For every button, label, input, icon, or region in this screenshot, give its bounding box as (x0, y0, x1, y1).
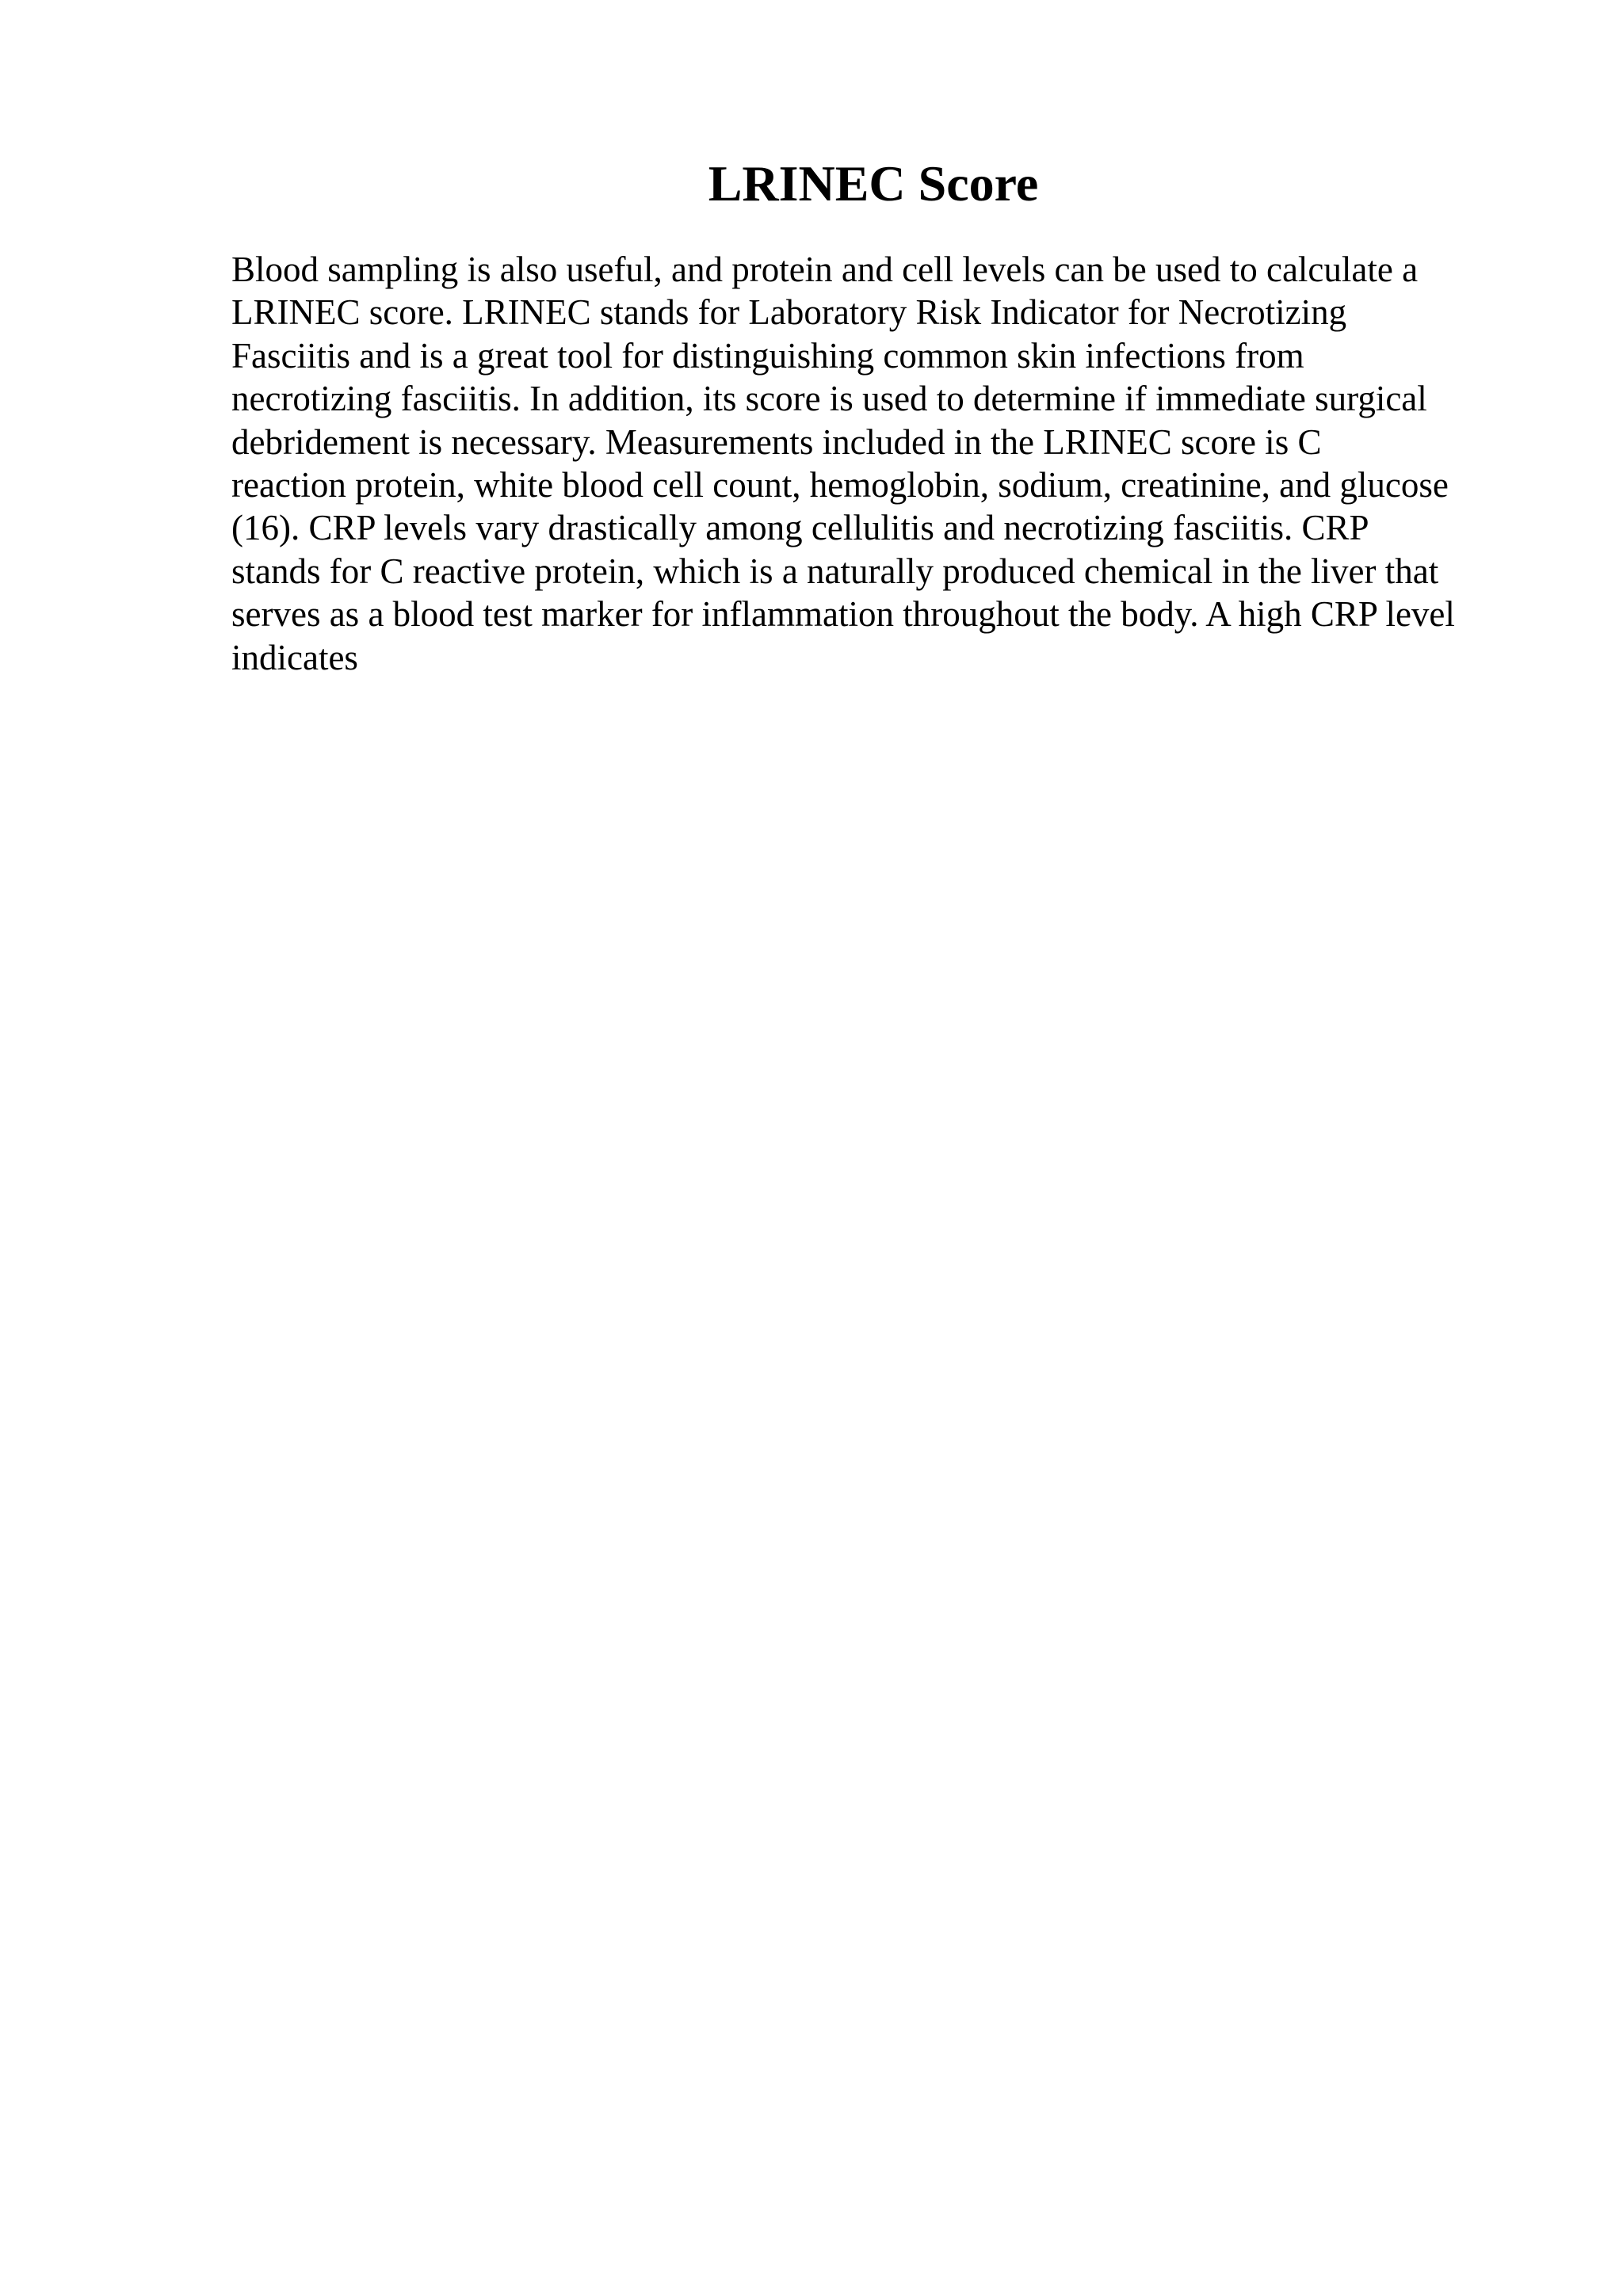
paragraph-line: Blood sampling is also useful, and protein and cell levels can be used to calculate a (231, 250, 1419, 289)
paragraph-line: reaction protein, white blood cell count, hemoglobin, sodium, creatinine, and glucose (231, 465, 1449, 505)
paragraph-line: (16). CRP levels vary drastically among cellulitis and necrotizing fasciitis. CRP (231, 508, 1369, 548)
paragraph-line: stands for C reactive protein, which is a naturally produced chemical in the liver that (231, 551, 1439, 591)
paragraph-line: serves as a blood test marker for inflammation throughout the body. A high CRP level (231, 594, 1455, 635)
paragraph-line: Fasciitis and is a great tool for distinguishing common skin infections from (231, 335, 1304, 376)
paragraph-line: LRINEC score. LRINEC stands for Laboratory Risk Indicator for Necrotizing (231, 292, 1347, 333)
body-paragraph (231, 248, 1531, 679)
paragraph-line: indicates (231, 637, 358, 677)
paragraph-line: necrotizing fasciitis. In addition, its score is used to determine if immediate surgical (231, 379, 1427, 419)
page-title: LRINEC Score (708, 155, 1039, 212)
paragraph-line: debridement is necessary. Measurements included in the LRINEC score is C (231, 421, 1322, 462)
